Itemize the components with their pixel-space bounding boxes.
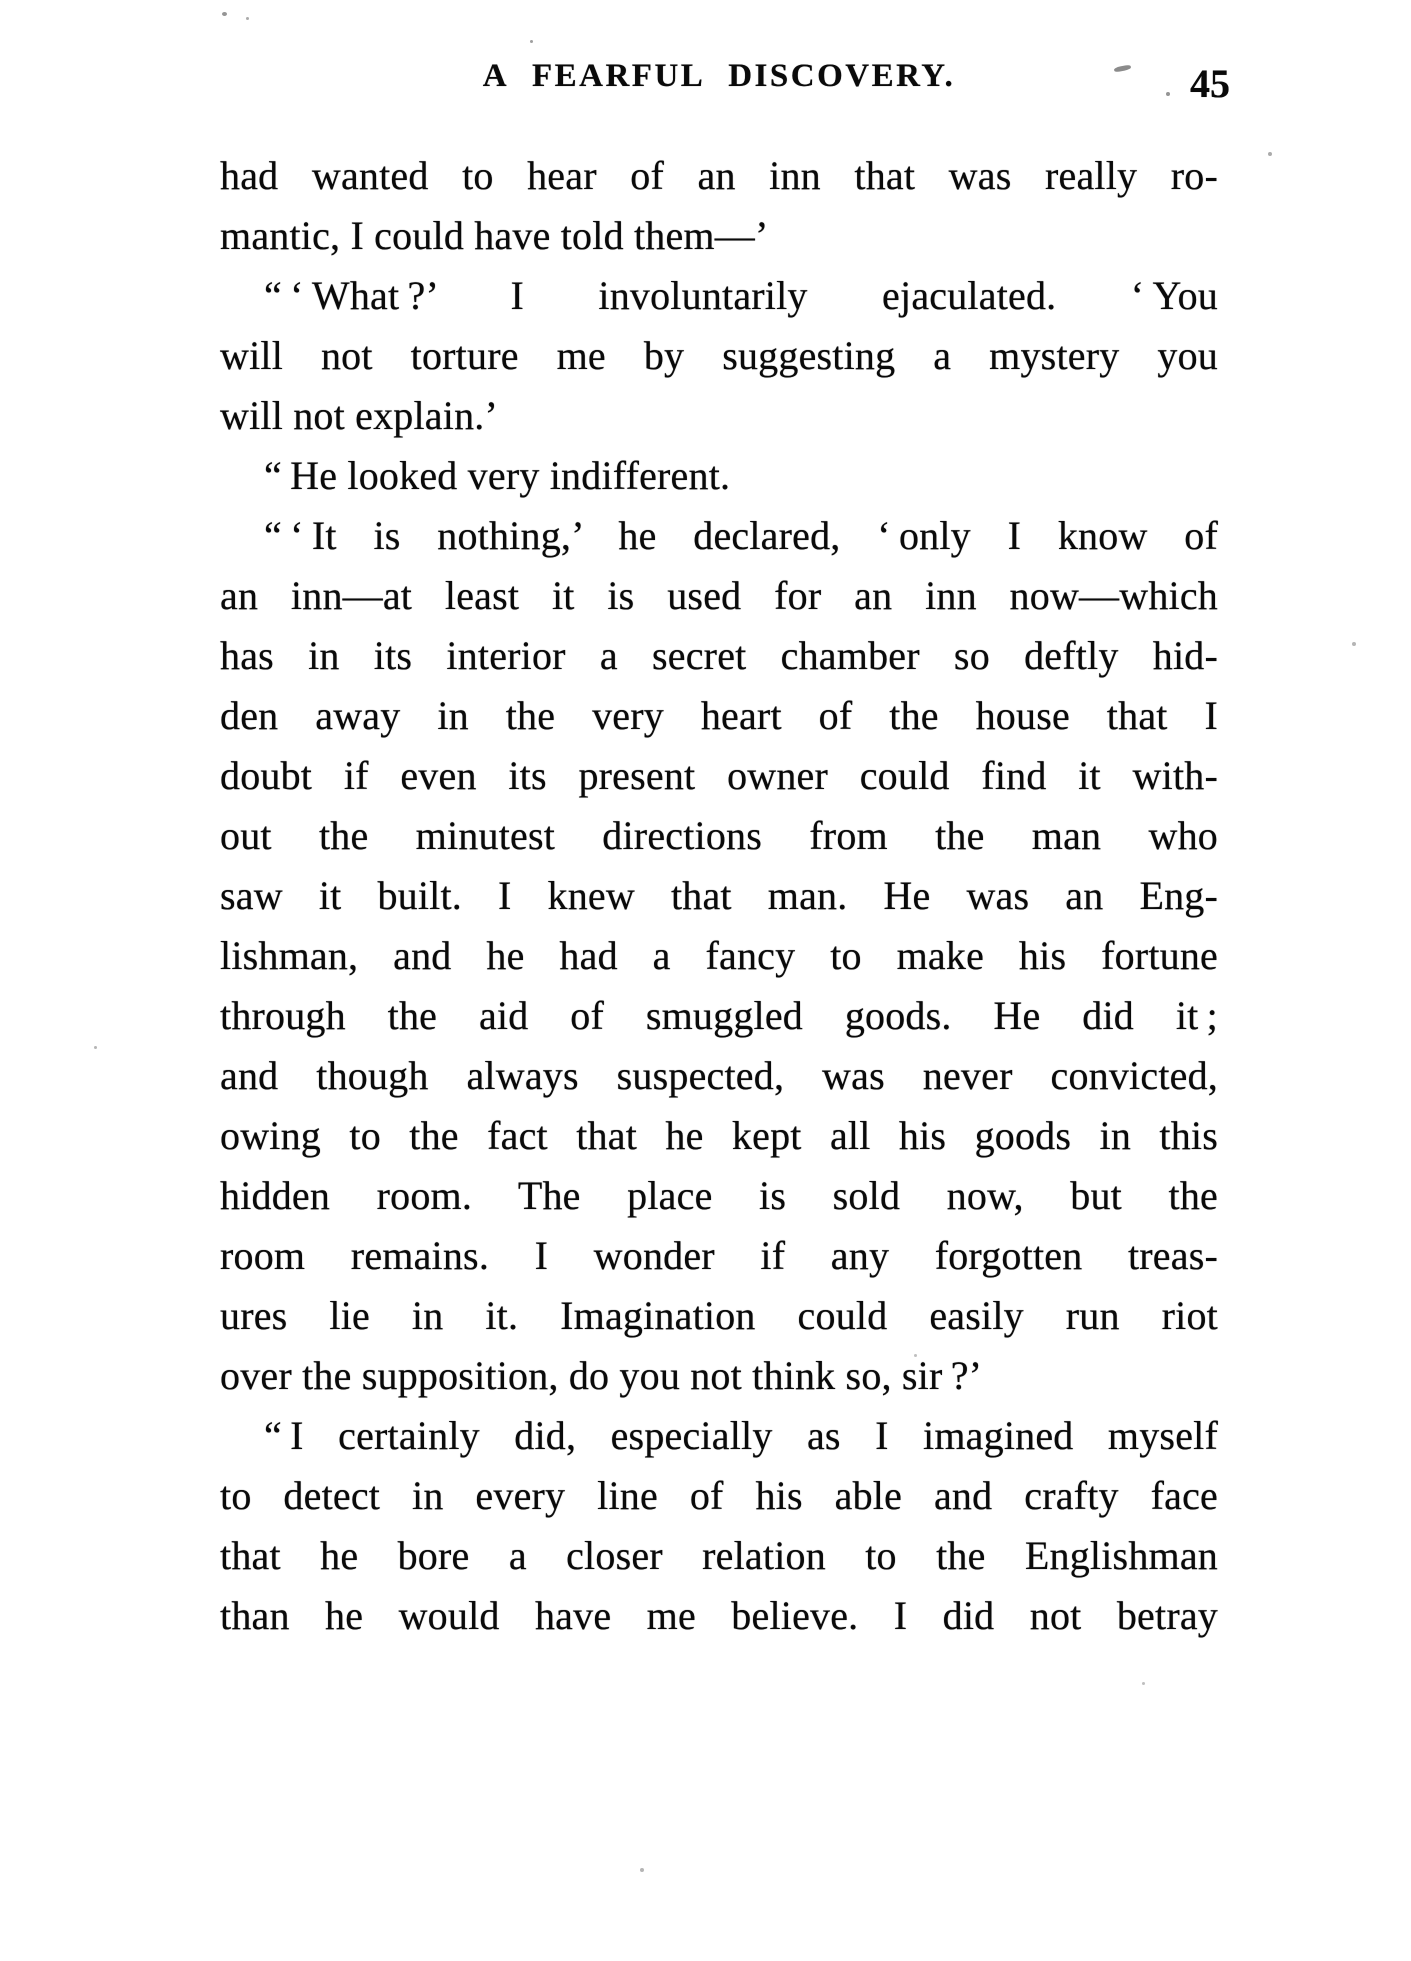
scan-speck bbox=[1142, 1682, 1145, 1685]
text-line: than he would have me believe. I did not betray bbox=[220, 1593, 1218, 1638]
text-line: to detect in every line of his able and crafty face bbox=[220, 1473, 1218, 1518]
text-line: “ He looked very indifferent. bbox=[264, 453, 731, 498]
text-line: had wanted to hear of an inn that was really ro- bbox=[220, 153, 1218, 198]
text-line: den away in the very heart of the house that I bbox=[220, 693, 1218, 738]
text-line: “ ‘ What ?’ I involuntarily ejaculated. ‘ You bbox=[264, 273, 1218, 318]
text-line: mantic, I could have told them—’ bbox=[220, 213, 769, 258]
text-line: room remains. I wonder if any forgotten treas- bbox=[220, 1233, 1218, 1278]
scan-speck bbox=[640, 1868, 644, 1872]
scan-speck bbox=[222, 12, 227, 16]
text-line: an inn—at least it is used for an inn now—which bbox=[220, 573, 1218, 618]
text-line: and though always suspected, was never convicted, bbox=[220, 1053, 1218, 1098]
scan-speck bbox=[1166, 92, 1170, 96]
page-number: 45 bbox=[1190, 61, 1230, 106]
scan-speck bbox=[94, 1046, 97, 1049]
text-line: ures lie in it. Imagination could easily run riot bbox=[220, 1293, 1218, 1338]
text-line: lishman, and he had a fancy to make his fortune bbox=[220, 933, 1218, 978]
text-line: will not explain.’ bbox=[220, 393, 498, 438]
text-line: will not torture me by suggesting a mystery you bbox=[220, 333, 1218, 378]
text-line: over the supposition, do you not think so, sir ?’ bbox=[220, 1353, 983, 1398]
text-line: saw it built. I knew that man. He was an Eng- bbox=[220, 873, 1218, 918]
text-line: “ ‘ It is nothing,’ he declared, ‘ only I know of bbox=[264, 513, 1218, 558]
text-line: doubt if even its present owner could find it with- bbox=[220, 753, 1218, 798]
running-title: A FEARFUL DISCOVERY. bbox=[482, 58, 956, 94]
text-line: through the aid of smuggled goods. He did it ; bbox=[220, 993, 1218, 1038]
scan-speck bbox=[530, 40, 533, 43]
scan-speck bbox=[1352, 642, 1356, 646]
scan-speck bbox=[246, 17, 249, 20]
text-line: that he bore a closer relation to the Englishman bbox=[220, 1533, 1218, 1578]
text-line: hidden room. The place is sold now, but the bbox=[220, 1173, 1218, 1218]
scan-speck bbox=[1268, 152, 1272, 156]
text-line: “ I certainly did, especially as I imagined myself bbox=[264, 1413, 1218, 1458]
body-text bbox=[220, 146, 1218, 1646]
scan-speck bbox=[914, 1354, 917, 1357]
text-line: out the minutest directions from the man who bbox=[220, 813, 1218, 858]
text-line: owing to the fact that he kept all his goods in this bbox=[220, 1113, 1218, 1158]
text-line: has in its interior a secret chamber so deftly hid- bbox=[220, 633, 1218, 678]
